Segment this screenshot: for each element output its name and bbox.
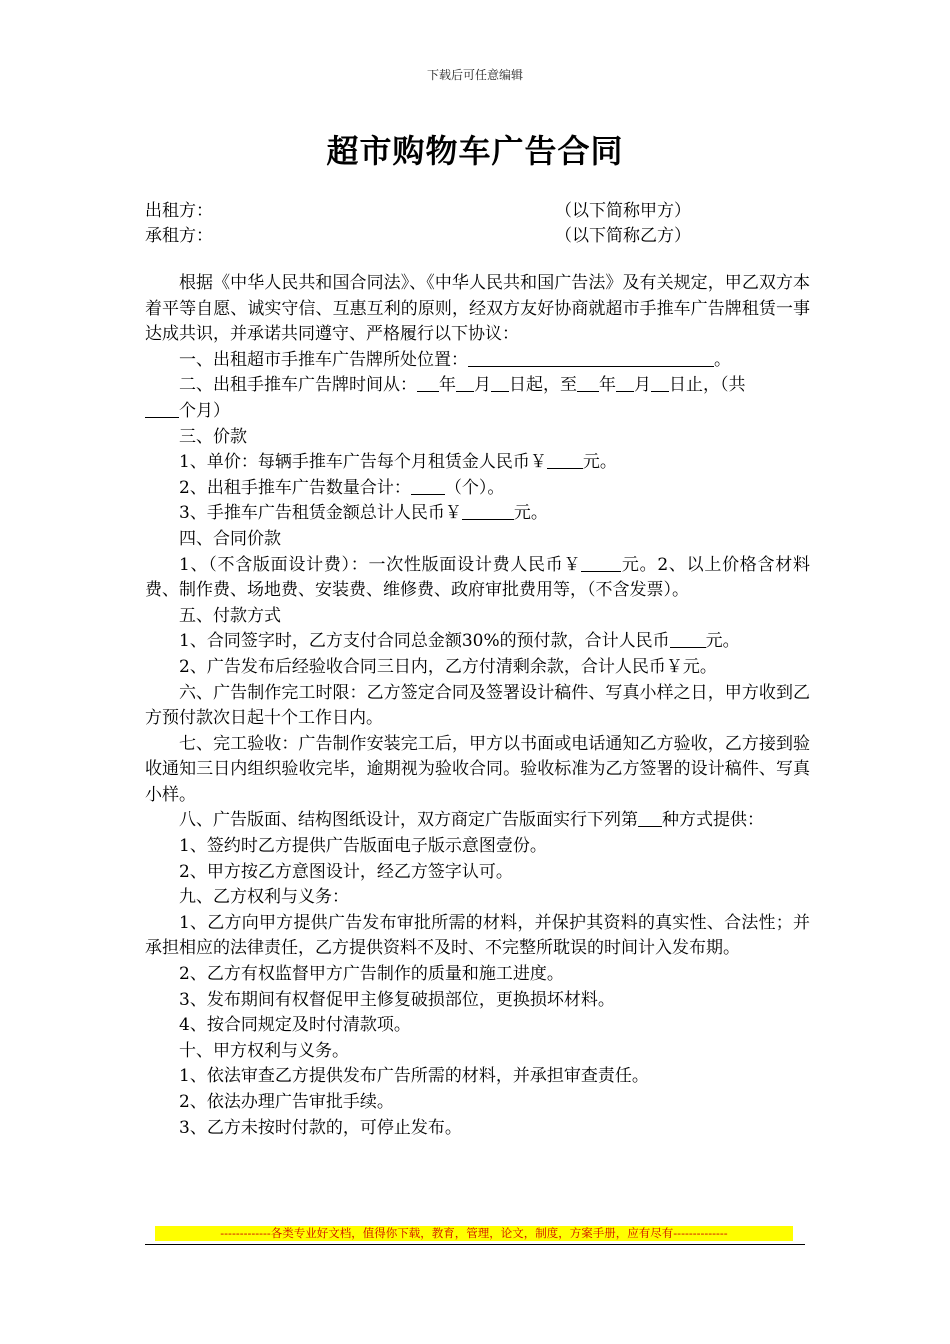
lessor-label: 出租方： — [145, 201, 213, 221]
intro-paragraph: 根据《中华人民共和国合同法》、《中华人民共和国广告法》及有关规定，甲乙双方本着平等自愿、诚实守信、互惠互利的原则，经双方友好协商就超市手推车广告牌租赁一事达成共识，并承诺共同遵守、严格履行以下协议： — [145, 273, 810, 345]
quantity-blank[interactable] — [411, 477, 445, 495]
start-year-blank[interactable] — [417, 374, 439, 392]
prepayment-blank[interactable] — [670, 630, 706, 648]
start-day-blank[interactable] — [491, 374, 509, 392]
clause-8: 八、广告版面、结构图纸设计，双方商定广告版面实行下列第 种方式提供： — [179, 810, 764, 831]
clause-7: 七、完工验收：广告制作安装完工后，甲方以书面或电话通知乙方验收，乙方接到验收通知三日内组织验收完毕，逾期视为验收合同。验收标准为乙方签署的设计稿件、写真小样。 — [145, 733, 810, 805]
clause-5: 五、付款方式 — [179, 605, 281, 626]
lessee-alias: （以下简称乙方） — [555, 226, 691, 246]
method-blank[interactable] — [638, 809, 662, 827]
clause-9-1: 1、乙方向甲方提供广告发布审批所需的材料，并保护其资料的真实性、合法性；并承担相应的法律责任，乙方提供资料不及时、不完整所耽误的时间计入发布期。 — [145, 912, 810, 959]
location-blank[interactable] — [468, 349, 714, 367]
clause-10: 十、甲方权利与义务。 — [179, 1040, 349, 1061]
design-fee-blank[interactable] — [581, 554, 621, 572]
clause-4: 四、合同价款 — [179, 528, 281, 549]
document-title: 超市购物车广告合同 — [326, 132, 624, 170]
clause-10-3: 3、乙方未按时付款的，可停止发布。 — [179, 1117, 462, 1138]
footer-divider — [145, 1244, 805, 1245]
start-month-blank[interactable] — [456, 374, 474, 392]
clause-9-4: 4、按合同规定及时付清款项。 — [179, 1015, 411, 1036]
lessor-line — [145, 199, 691, 224]
clause-8-2: 2、甲方按乙方意图设计，经乙方签字认可。 — [179, 861, 513, 882]
footer-banner: -------------各类专业好文档，值得你下载，教育，管理，论文，制度，方案手册，应有尽有-------------- — [155, 1226, 793, 1241]
end-year-blank[interactable] — [577, 374, 599, 392]
clause-5-1: 1、合同签字时，乙方支付合同总金额30%的预付款，合计人民币 元。 — [179, 631, 740, 652]
end-month-blank[interactable] — [616, 374, 634, 392]
total-amount-blank[interactable] — [462, 502, 514, 520]
months-blank[interactable] — [145, 400, 179, 418]
unit-price-blank[interactable] — [547, 451, 583, 469]
clause-1: 一、出租超市手推车广告牌所处位置： 。 — [179, 349, 731, 370]
clause-9-3: 3、发布期间有权督促甲主修复破损部位，更换损坏材料。 — [179, 989, 615, 1010]
contract-body — [145, 271, 810, 1141]
clause-4-1: 1、（不含版面设计费）：一次性版面设计费人民币￥ 元。2、以上价格含材料费、制作费、场地费、安装费、维修费、政府审批费用等，（不含发票）。 — [145, 554, 810, 601]
clause-5-2: 2、广告发布后经验收合同三日内，乙方付清剩余款，合计人民币￥元。 — [179, 656, 717, 677]
clause-10-2: 2、依法办理广告审批手续。 — [179, 1092, 394, 1112]
clause-9: 九、乙方权利与义务： — [179, 887, 349, 908]
clause-6: 六、广告制作完工时限：乙方签定合同及签署设计稿件、写真小样之日，甲方收到乙方预付款次日起十个工作日内。 — [145, 682, 810, 729]
lessee-line — [145, 224, 691, 249]
clause-3: 三、价款 — [179, 426, 247, 447]
clause-3-3: 3、手推车广告租赁金额总计人民币￥ 元。 — [179, 503, 548, 524]
end-day-blank[interactable] — [651, 374, 669, 392]
clause-3-2: 2、出租手推车广告数量合计： （个）。 — [179, 477, 505, 498]
lessor-alias: （以下简称甲方） — [555, 201, 691, 221]
lessee-label: 承租方： — [145, 226, 213, 246]
clause-8-1: 1、签约时乙方提供广告版面电子版示意图壹份。 — [179, 836, 547, 857]
clause-9-2: 2、乙方有权监督甲方广告制作的质量和施工进度。 — [179, 964, 564, 985]
header-note: 下载后可任意编辑 — [426, 68, 523, 82]
clause-3-1: 1、单价：每辆手推车广告每个月租赁金人民币￥ 元。 — [179, 452, 617, 473]
clause-2: 二、出租手推车广告牌时间从： 年 月 日起，至 年 月 日止，（共 个月） — [145, 373, 810, 424]
clause-10-1: 1、依法审查乙方提供发布广告所需的材料，并承担审查责任。 — [179, 1066, 649, 1087]
